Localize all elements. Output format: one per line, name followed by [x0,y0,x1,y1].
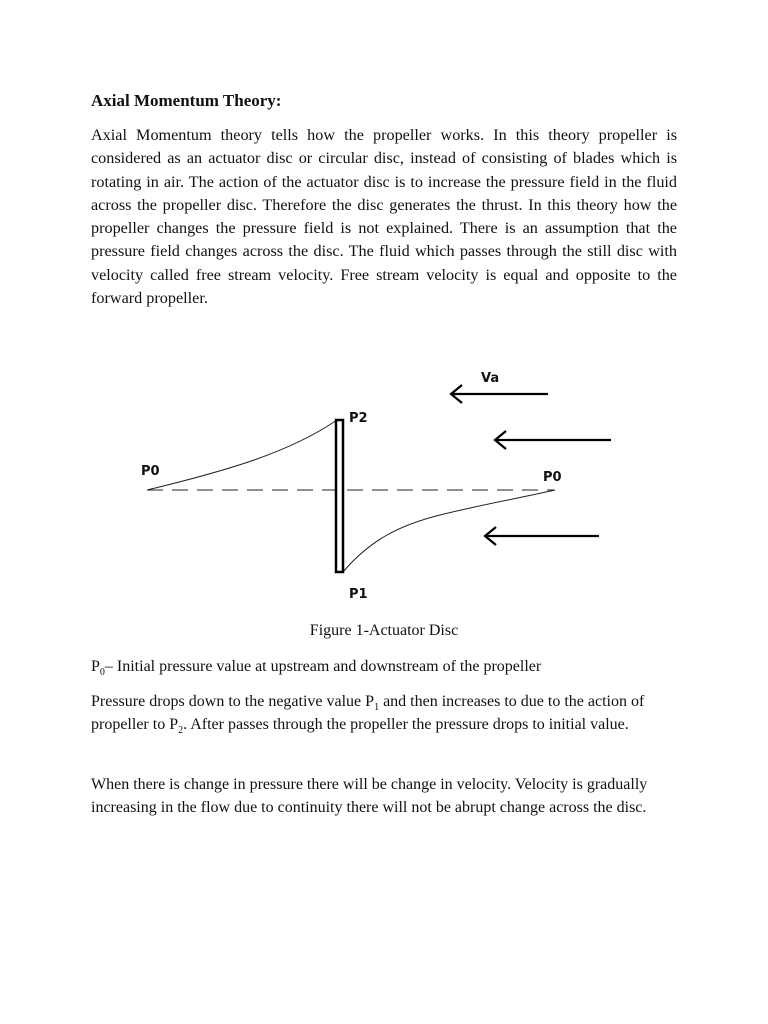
p1-subscript: 1 [374,702,380,714]
actuator-disc [336,420,343,572]
pressure-recovery-curve [343,490,555,572]
flow-arrow [485,527,599,545]
pressure-text-3: . After passes through the propeller the pressure drops to initial value. [183,715,629,733]
pressure-text-2: and then increases to due to the action of propeller to P [91,693,645,733]
p2-subscript: 2 [178,724,184,736]
label-va: Va [481,371,500,386]
figure-caption: Figure 1-Actuator Disc [309,622,459,639]
flow-arrow [495,431,611,449]
label-p0-upstream: P0 [141,464,160,479]
p0-definition-text: – Initial pressure value at upstream and downstream of the propeller [104,658,542,675]
p0-definition [91,656,691,679]
label-p0-downstream: P0 [543,470,562,485]
pressure-paragraph [91,691,691,736]
flow-arrow [451,385,548,403]
pressure-text-1: Pressure drops down to the negative value P [91,693,375,710]
label-p1: P1 [349,587,368,602]
pressure-rise-curve [147,420,337,490]
velocity-paragraph: When there is change in pressure there will be change in velocity. Velocity is gradually increasing in the flow due to continuity there will not be abrupt change across the disc. [91,776,648,816]
actuator-disc-figure [0,340,768,610]
intro-paragraph: Axial Momentum theory tells how the propeller works. In this theory propeller is considered as an actuator disc or circular disc, instead of consisting of blades which is rotating in air. The action of the actuator disc is to increase the pressure field in the fluid across the propeller disc. Therefore the disc generates the thrust. In this theory how the propeller changes the pressure field is not explained. There is an assumption that the pressure field changes across the disc. The fluid which passes through the still disc with velocity called free stream velocity. Free stream velocity is equal and opposite to the forward propeller. [91,126,677,308]
actuator-disc-diagram [0,340,768,610]
label-p2: P2 [349,411,368,426]
p0-subscript: 0 [99,667,105,679]
p0-symbol: P [91,658,100,675]
section-heading: Axial Momentum Theory: [91,91,282,110]
